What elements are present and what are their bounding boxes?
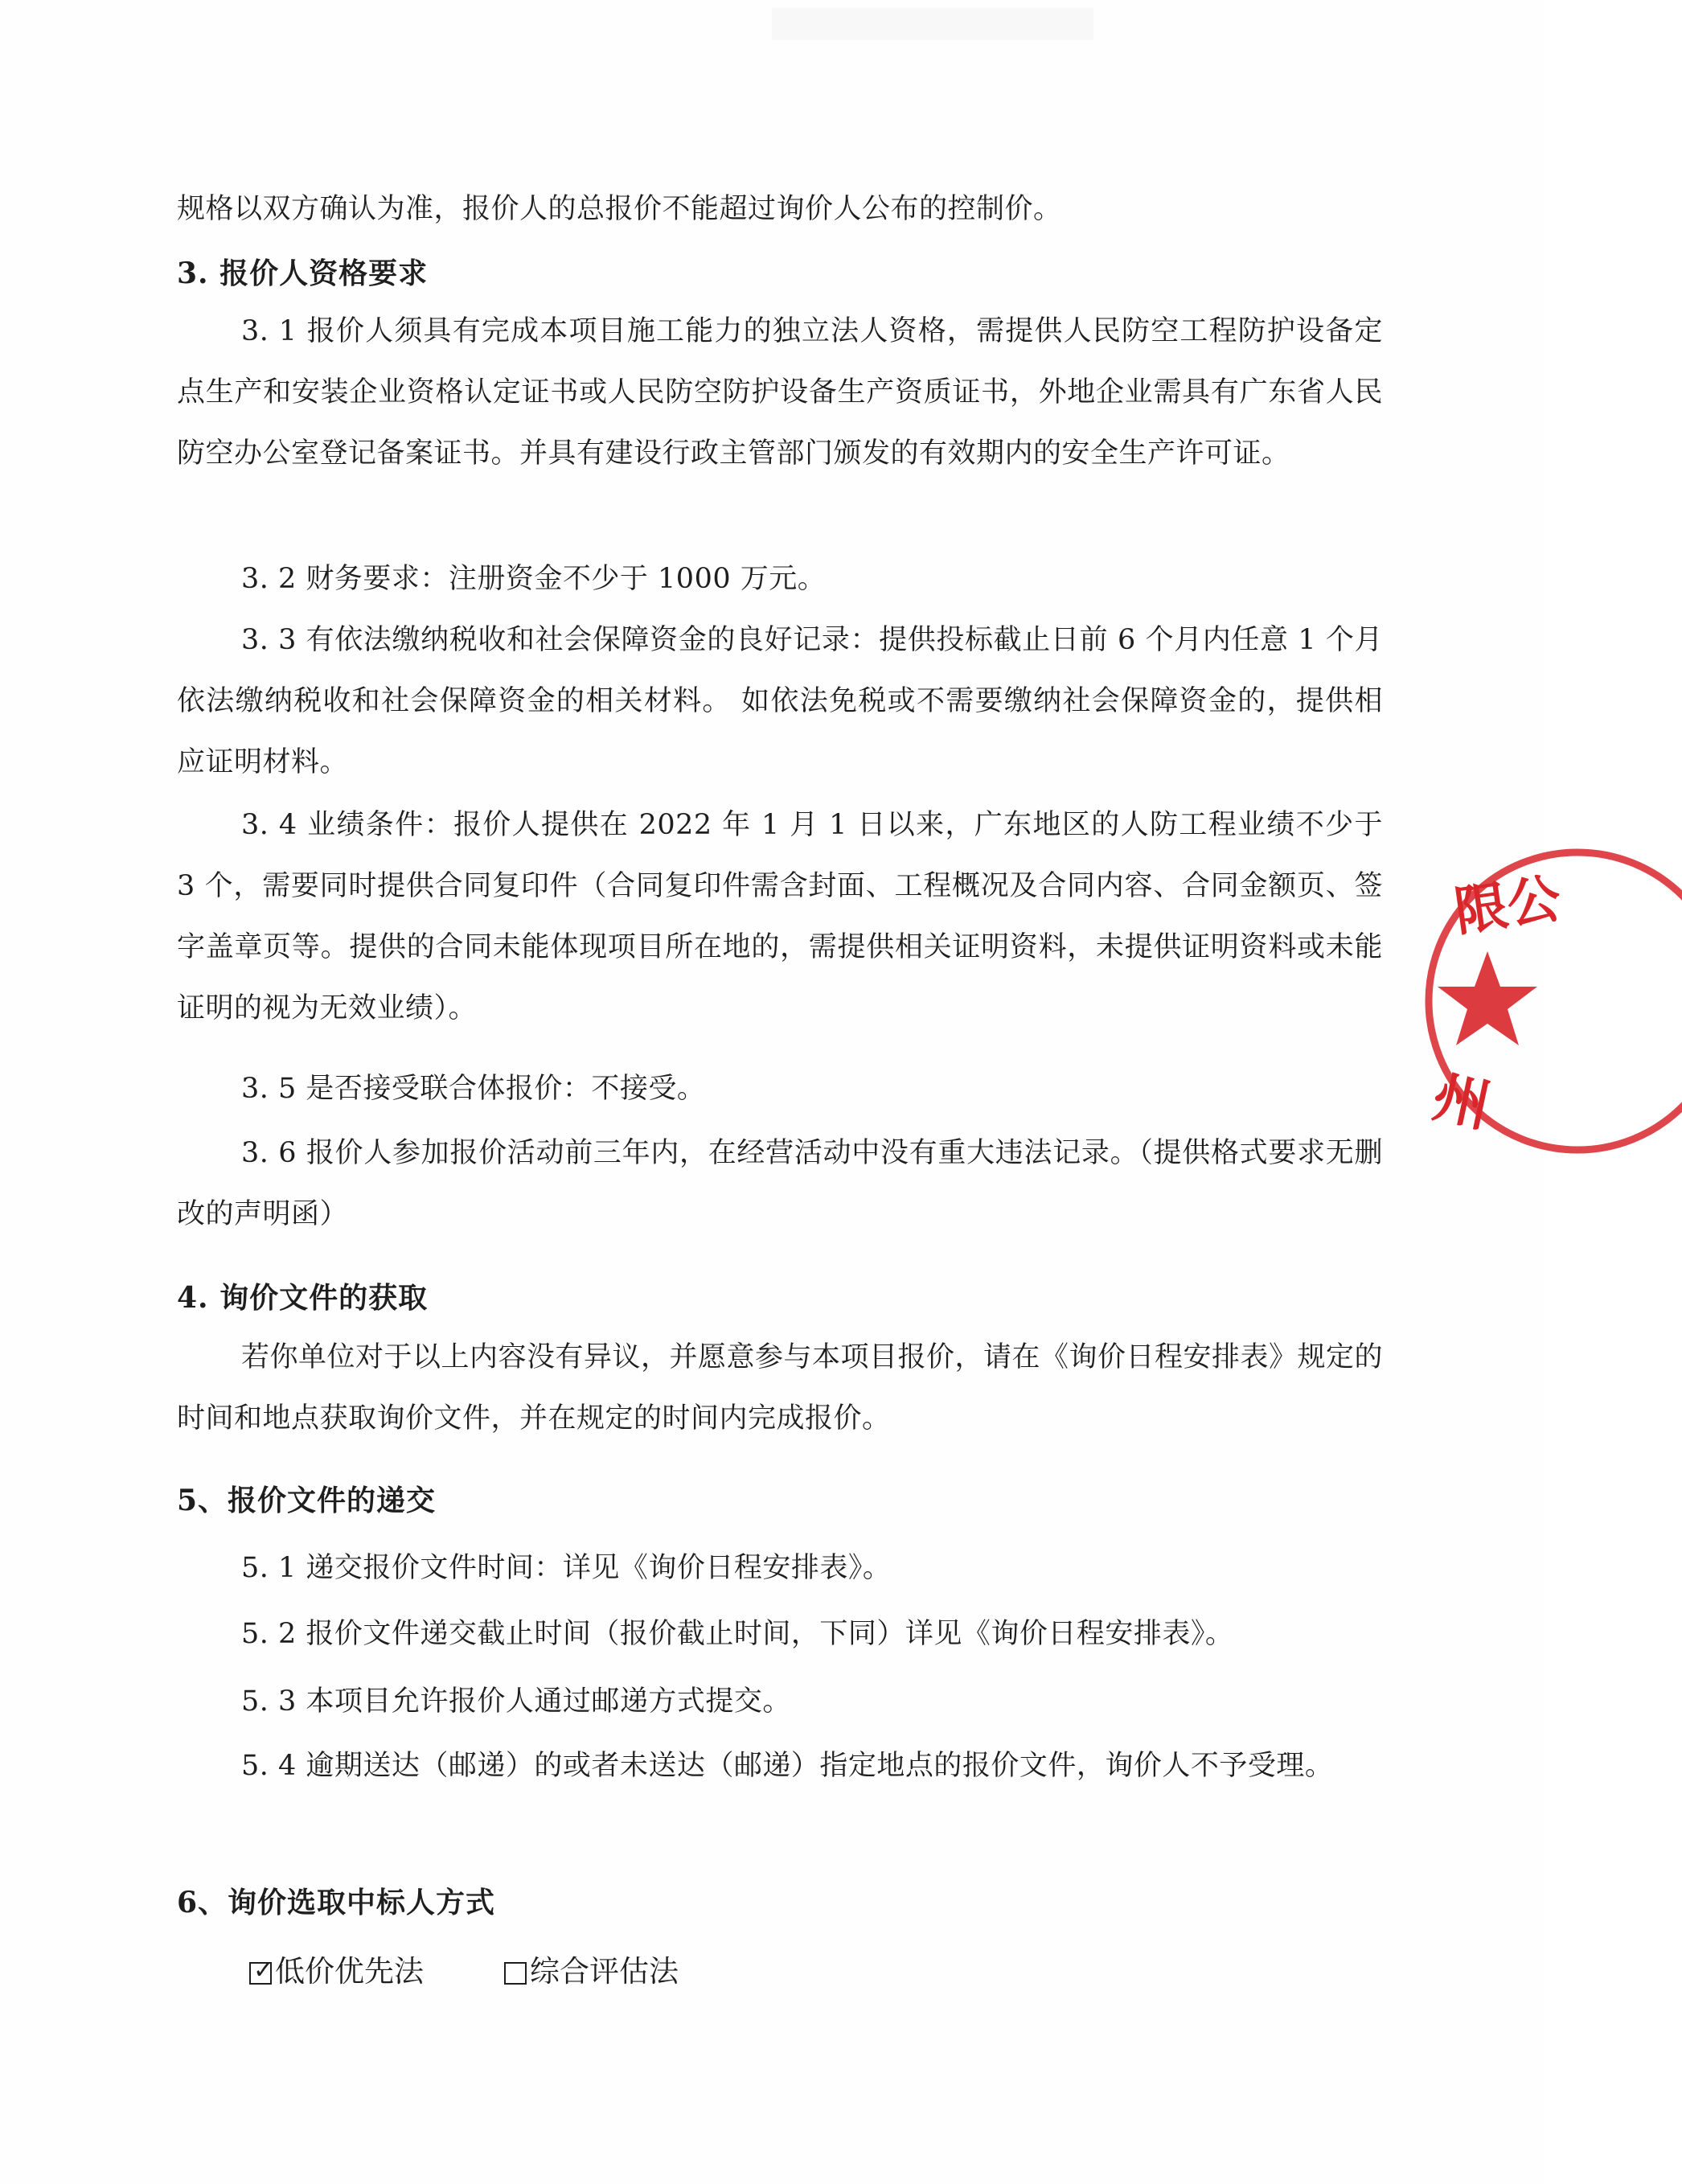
paragraph-5-1: 5. 1 递交报价文件时间：详见《询价日程安排表》。	[241, 1552, 892, 1584]
heading-section-5: 5、报价文件的递交	[177, 1484, 437, 1517]
paragraph-4: 若你单位对于以上内容没有异议，并愿意参与本项目报价，请在《询价日程安排表》规定的时间和地点获取询价文件，并在规定的时间内完成报价。	[177, 1341, 1384, 1435]
option-comprehensive[interactable]	[504, 1948, 679, 1996]
seal-star-icon	[1438, 951, 1537, 1045]
company-seal-stamp	[1417, 832, 1682, 1170]
option-lowest-price[interactable]	[249, 1948, 424, 1996]
paragraph-3-2: 3. 2 财务要求：注册资金不少于 1000 万元。	[241, 563, 827, 595]
paragraph-5-3: 5. 3 本项目允许报价人通过邮递方式提交。	[241, 1685, 791, 1718]
paragraph-3-5: 3. 5 是否接受联合体报价：不接受。	[241, 1073, 706, 1105]
heading-section-3: 3. 报价人资格要求	[177, 257, 429, 290]
option-lowest-price-label: 低价优先法	[275, 1954, 424, 1989]
unchecked-checkbox-icon[interactable]	[504, 1962, 527, 1985]
paragraph-3-4: 3. 4 业绩条件：报价人提供在 2022 年 1 月 1 日以来，广东地区的人防工程业绩不少于 3 个，需要同时提供合同复印件（合同复印件需含封面、工程概况及合同内容、合同金额页、签字盖章页等。提供的合同未能体现项目所在地的，需提供相关证明资料，未提供证明资料或未能证明的视为无效业绩）。	[177, 809, 1383, 1024]
option-comprehensive-label: 综合评估法	[530, 1954, 679, 1989]
paragraph-3-6: 3. 6 报价人参加报价活动前三年内，在经营活动中没有重大违法记录。（提供格式要求无删改的声明函）	[177, 1137, 1383, 1230]
heading-section-4: 4. 询价文件的获取	[177, 1281, 429, 1315]
paragraph-continuation: 规格以双方确认为准，报价人的总报价不能超过询价人公布的控制价。	[177, 193, 1062, 225]
paragraph-5-4: 5. 4 逾期送达（邮递）的或者未送达（邮递）指定地点的报价文件，询价人不予受理。	[241, 1750, 1334, 1782]
selection-method-options	[249, 1948, 679, 1996]
scan-artifact	[772, 8, 1093, 40]
seal-outer-ring	[1429, 852, 1682, 1150]
seal-text-top: 限公	[1450, 867, 1565, 944]
checked-checkbox-icon[interactable]: ✓	[249, 1962, 272, 1985]
paragraph-5-2: 5. 2 报价文件递交截止时间（报价截止时间，下同）详见《询价日程安排表》。	[241, 1618, 1234, 1650]
paragraph-3-1: 3. 1 报价人须具有完成本项目施工能力的独立法人资格，需提供人民防空工程防护设备定点生产和安装企业资格认定证书或人民防空防护设备生产资质证书，外地企业需具有广东省人民防空办公室登记备案证书。并具有建设行政主管部门颁发的有效期内的安全生产许可证。	[177, 315, 1383, 470]
heading-section-6: 6、询价选取中标人方式	[177, 1886, 496, 1919]
seal-text-bottom: 州	[1427, 1063, 1496, 1140]
paragraph-3-3: 3. 3 有依法缴纳税收和社会保障资金的良好记录：提供投标截止日前 6 个月内任意 1 个月依法缴纳税收和社会保障资金的相关材料。 如依法免税或不需要缴纳社会保障资金的，提供相应证明材料。	[177, 624, 1383, 778]
